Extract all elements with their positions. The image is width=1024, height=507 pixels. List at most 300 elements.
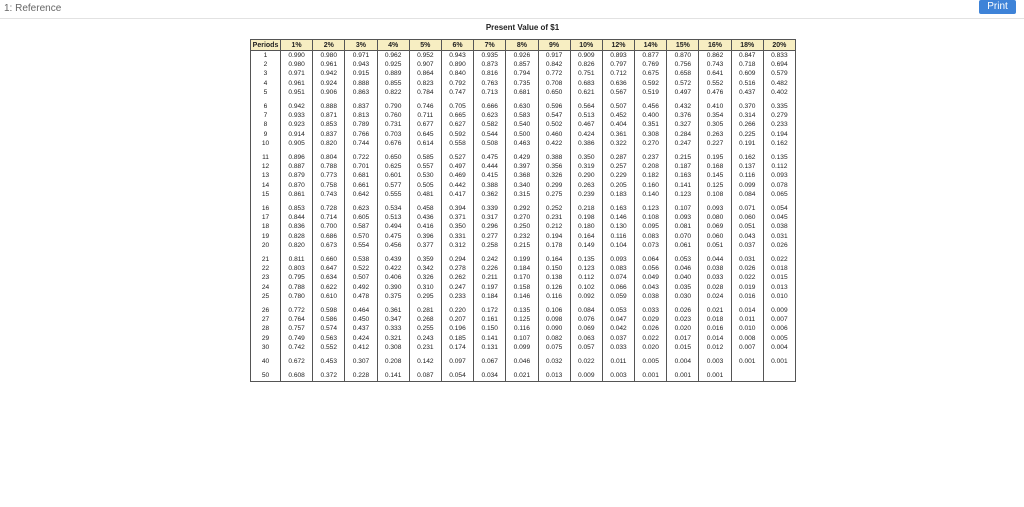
value-cell: 0.131 (474, 343, 506, 352)
value-cell: 0.780 (281, 292, 313, 301)
value-cell: 0.310 (409, 283, 441, 292)
value-cell: 0.093 (667, 213, 699, 222)
value-cell: 0.107 (667, 204, 699, 213)
table-row (251, 273, 796, 282)
value-cell: 0.035 (667, 283, 699, 292)
value-cell: 0.795 (281, 273, 313, 282)
value-cell: 0.163 (667, 171, 699, 180)
value-cell: 0.014 (699, 334, 731, 343)
value-cell: 0.038 (763, 222, 795, 231)
value-cell: 0.442 (441, 181, 473, 190)
value-cell: 0.042 (602, 324, 634, 333)
value-cell: 0.065 (763, 190, 795, 199)
value-cell: 0.063 (570, 334, 602, 343)
value-cell: 0.701 (345, 162, 377, 171)
value-cell: 0.022 (570, 357, 602, 366)
value-cell: 0.772 (281, 306, 313, 315)
value-cell: 0.130 (602, 222, 634, 231)
table-row (251, 51, 796, 61)
value-cell: 0.661 (345, 181, 377, 190)
value-cell: 0.080 (699, 213, 731, 222)
value-cell: 0.231 (409, 343, 441, 352)
column-header-rate: 18% (731, 40, 763, 51)
value-cell: 0.675 (635, 69, 667, 78)
value-cell: 0.268 (409, 315, 441, 324)
value-cell: 0.092 (570, 292, 602, 301)
value-cell: 0.026 (731, 264, 763, 273)
value-cell: 0.871 (313, 111, 345, 120)
value-cell: 0.135 (570, 255, 602, 264)
value-cell: 0.905 (281, 139, 313, 148)
period-cell: 18 (251, 222, 281, 231)
value-cell: 0.577 (377, 181, 409, 190)
value-cell: 0.763 (474, 79, 506, 88)
value-cell: 0.146 (506, 292, 538, 301)
value-cell: 0.713 (474, 88, 506, 97)
value-cell: 0.083 (602, 264, 634, 273)
value-cell: 0.467 (570, 120, 602, 129)
value-cell: 0.623 (345, 204, 377, 213)
value-cell: 0.792 (441, 79, 473, 88)
value-cell: 0.218 (570, 204, 602, 213)
value-cell: 0.914 (281, 130, 313, 139)
value-cell: 0.703 (377, 130, 409, 139)
value-cell: 0.123 (635, 204, 667, 213)
value-cell: 0.108 (699, 190, 731, 199)
table-row (251, 204, 796, 213)
value-cell: 0.906 (313, 88, 345, 97)
value-cell: 0.424 (570, 130, 602, 139)
value-cell: 0.564 (570, 102, 602, 111)
value-cell: 0.196 (441, 324, 473, 333)
value-cell: 0.749 (281, 334, 313, 343)
value-cell: 0.225 (731, 130, 763, 139)
value-cell: 0.137 (731, 162, 763, 171)
value-cell: 0.043 (635, 283, 667, 292)
value-cell: 0.057 (570, 343, 602, 352)
value-cell: 0.281 (409, 306, 441, 315)
value-cell: 0.942 (281, 102, 313, 111)
value-cell: 0.016 (731, 292, 763, 301)
value-cell: 0.028 (699, 283, 731, 292)
value-cell: 0.015 (763, 273, 795, 282)
table-row (251, 371, 796, 381)
value-cell: 0.107 (506, 334, 538, 343)
value-cell: 0.150 (474, 324, 506, 333)
value-cell: 0.756 (667, 60, 699, 69)
value-cell: 0.452 (602, 111, 634, 120)
value-cell: 0.497 (667, 88, 699, 97)
value-cell: 0.554 (345, 241, 377, 250)
table-row (251, 79, 796, 88)
present-value-table (250, 39, 796, 382)
value-cell: 0.552 (313, 343, 345, 352)
value-cell: 0.319 (570, 162, 602, 171)
value-cell: 0.601 (377, 171, 409, 180)
value-cell: 0.857 (506, 60, 538, 69)
value-cell: 0.158 (506, 283, 538, 292)
value-cell: 0.837 (313, 130, 345, 139)
period-cell: 21 (251, 255, 281, 264)
value-cell: 0.211 (474, 273, 506, 282)
value-cell: 0.538 (345, 255, 377, 264)
value-cell: 0.164 (538, 255, 570, 264)
value-cell: 0.494 (377, 222, 409, 231)
period-cell: 14 (251, 181, 281, 190)
value-cell: 0.007 (763, 315, 795, 324)
value-cell: 0.847 (731, 51, 763, 61)
value-cell: 0.933 (281, 111, 313, 120)
value-cell: 0.797 (602, 60, 634, 69)
value-cell: 0.402 (763, 88, 795, 97)
value-cell: 0.788 (313, 162, 345, 171)
table-row (251, 324, 796, 333)
column-header-rate: 2% (313, 40, 345, 51)
value-cell: 0.053 (667, 255, 699, 264)
print-button[interactable]: Print (979, 0, 1016, 14)
value-cell: 0.046 (667, 264, 699, 273)
value-cell: 0.711 (409, 111, 441, 120)
value-cell: 0.863 (345, 88, 377, 97)
value-cell: 0.677 (409, 120, 441, 129)
value-cell: 0.415 (474, 171, 506, 180)
value-cell: 0.412 (345, 343, 377, 352)
value-cell: 0.621 (570, 88, 602, 97)
value-cell: 0.853 (281, 204, 313, 213)
value-cell: 0.135 (506, 306, 538, 315)
value-cell: 0.722 (345, 153, 377, 162)
value-cell: 0.093 (602, 255, 634, 264)
value-cell: 0.044 (699, 255, 731, 264)
value-cell: 0.540 (506, 120, 538, 129)
value-cell: 0.370 (731, 102, 763, 111)
value-cell: 0.915 (345, 69, 377, 78)
value-cell: 0.552 (699, 79, 731, 88)
value-cell: 0.784 (409, 88, 441, 97)
value-cell: 0.083 (635, 232, 667, 241)
value-cell: 0.019 (731, 283, 763, 292)
period-cell: 3 (251, 69, 281, 78)
table-row (251, 343, 796, 352)
period-cell: 15 (251, 190, 281, 199)
period-cell: 29 (251, 334, 281, 343)
value-cell: 0.772 (538, 69, 570, 78)
value-cell: 0.828 (281, 232, 313, 241)
value-cell: 0.896 (281, 153, 313, 162)
value-cell: 0.943 (345, 60, 377, 69)
value-cell: 0.013 (538, 371, 570, 381)
value-cell: 0.312 (441, 241, 473, 250)
value-cell: 0.074 (602, 273, 634, 282)
value-cell: 0.458 (409, 204, 441, 213)
value-cell: 0.673 (313, 241, 345, 250)
value-cell: 0.718 (731, 60, 763, 69)
value-cell: 0.029 (635, 315, 667, 324)
value-cell: 0.247 (667, 139, 699, 148)
value-cell: 0.182 (635, 171, 667, 180)
period-cell: 20 (251, 241, 281, 250)
value-cell: 0.372 (313, 371, 345, 381)
value-cell: 0.394 (441, 204, 473, 213)
value-cell: 0.686 (313, 232, 345, 241)
value-cell: 0.215 (506, 241, 538, 250)
value-cell: 0.840 (441, 69, 473, 78)
value-cell: 0.923 (281, 120, 313, 129)
value-cell: 0.208 (635, 162, 667, 171)
value-cell: 0.803 (281, 264, 313, 273)
column-header-rate: 15% (667, 40, 699, 51)
period-cell: 40 (251, 357, 281, 366)
period-cell: 24 (251, 283, 281, 292)
value-cell: 0.853 (313, 120, 345, 129)
value-cell: 0.641 (699, 69, 731, 78)
value-cell: 0.053 (602, 306, 634, 315)
value-cell: 0.820 (281, 241, 313, 250)
value-cell: 0.011 (602, 357, 634, 366)
value-cell: 0.270 (635, 139, 667, 148)
value-cell: 0.198 (570, 213, 602, 222)
value-cell: 0.909 (570, 51, 602, 61)
value-cell: 0.735 (506, 79, 538, 88)
value-cell: 0.067 (474, 357, 506, 366)
value-cell: 0.183 (602, 190, 634, 199)
value-cell: 0.038 (635, 292, 667, 301)
value-cell: 0.665 (441, 111, 473, 120)
value-cell: 0.227 (699, 139, 731, 148)
column-header-rate: 7% (474, 40, 506, 51)
value-cell: 0.766 (345, 130, 377, 139)
value-cell: 0.212 (538, 222, 570, 231)
value-cell: 0.453 (313, 357, 345, 366)
value-cell: 0.861 (281, 190, 313, 199)
table-row (251, 69, 796, 78)
value-cell: 0.005 (763, 334, 795, 343)
value-cell: 0.098 (538, 315, 570, 324)
table-row (251, 153, 796, 162)
value-cell: 0.071 (731, 204, 763, 213)
value-cell: 0.082 (538, 334, 570, 343)
value-cell: 0.609 (731, 69, 763, 78)
value-cell: 0.873 (474, 60, 506, 69)
value-cell: 0.634 (313, 273, 345, 282)
value-cell: 0.386 (570, 139, 602, 148)
value-cell: 0.001 (763, 357, 795, 366)
value-cell: 0.112 (570, 273, 602, 282)
value-cell: 0.255 (409, 324, 441, 333)
value-cell: 0.060 (731, 213, 763, 222)
value-cell: 0.500 (506, 130, 538, 139)
value-cell: 0.583 (506, 111, 538, 120)
period-cell: 30 (251, 343, 281, 352)
value-cell: 0.049 (635, 273, 667, 282)
column-header-rate: 12% (602, 40, 634, 51)
value-cell: 0.076 (570, 315, 602, 324)
column-header-rate: 1% (281, 40, 313, 51)
value-cell: 0.811 (281, 255, 313, 264)
value-cell: 0.008 (731, 334, 763, 343)
value-cell: 0.284 (667, 130, 699, 139)
value-cell: 0.650 (538, 88, 570, 97)
value-cell: 0.258 (474, 241, 506, 250)
value-cell: 0.422 (538, 139, 570, 148)
value-cell: 0.294 (441, 255, 473, 264)
value-cell: 0.163 (602, 204, 634, 213)
value-cell: 0.744 (345, 139, 377, 148)
value-cell: 0.508 (474, 139, 506, 148)
header-row (251, 40, 796, 51)
value-cell: 0.295 (409, 292, 441, 301)
value-cell: 0.769 (635, 60, 667, 69)
value-cell: 0.475 (474, 153, 506, 162)
value-cell: 0.199 (506, 255, 538, 264)
value-cell: 0.194 (763, 130, 795, 139)
value-cell: 0.095 (635, 222, 667, 231)
value-cell: 0.432 (667, 102, 699, 111)
value-cell: 0.009 (763, 306, 795, 315)
value-cell: 0.001 (635, 371, 667, 381)
value-cell: 0.469 (441, 171, 473, 180)
value-cell: 0.623 (474, 111, 506, 120)
value-cell: 0.375 (377, 292, 409, 301)
value-cell: 0.758 (313, 181, 345, 190)
value-cell: 0.567 (602, 88, 634, 97)
table-header (251, 40, 796, 51)
value-cell: 0.150 (538, 264, 570, 273)
value-cell: 0.001 (699, 371, 731, 381)
value-cell: 0.645 (409, 130, 441, 139)
value-cell: 0.015 (667, 343, 699, 352)
value-cell: 0.424 (345, 334, 377, 343)
value-cell: 0.010 (763, 292, 795, 301)
value-cell: 0.051 (731, 222, 763, 231)
value-cell: 0.816 (474, 69, 506, 78)
value-cell: 0.191 (731, 139, 763, 148)
value-cell: 0.102 (570, 283, 602, 292)
table-row (251, 181, 796, 190)
value-cell: 0.889 (377, 69, 409, 78)
table-row (251, 283, 796, 292)
value-cell: 0.026 (635, 324, 667, 333)
value-cell: 0.463 (506, 139, 538, 148)
table-row (251, 88, 796, 97)
value-cell: 0.952 (409, 51, 441, 61)
value-cell: 0.361 (602, 130, 634, 139)
period-cell: 8 (251, 120, 281, 129)
value-cell: 0.614 (409, 139, 441, 148)
value-cell: 0.090 (538, 324, 570, 333)
value-cell: 0.790 (377, 102, 409, 111)
value-cell: 0.010 (731, 324, 763, 333)
value-cell: 0.971 (345, 51, 377, 61)
period-cell: 25 (251, 292, 281, 301)
value-cell: 0.075 (538, 343, 570, 352)
value-cell: 0.097 (441, 357, 473, 366)
value-cell: 0.826 (570, 60, 602, 69)
value-cell: 0.331 (441, 232, 473, 241)
value-cell: 0.743 (699, 60, 731, 69)
value-cell: 0.579 (763, 69, 795, 78)
value-cell: 0.040 (667, 273, 699, 282)
value-cell: 0.208 (377, 357, 409, 366)
value-cell: 0.317 (474, 213, 506, 222)
value-cell: 0.376 (667, 111, 699, 120)
value-cell: 0.650 (377, 153, 409, 162)
table-row (251, 292, 796, 301)
value-cell: 0.061 (667, 241, 699, 250)
value-cell: 0.751 (570, 69, 602, 78)
table-row (251, 111, 796, 120)
value-cell: 0.266 (731, 120, 763, 129)
table-row (251, 255, 796, 264)
value-cell: 0.887 (281, 162, 313, 171)
value-cell: 0.126 (538, 283, 570, 292)
value-cell: 0.247 (441, 283, 473, 292)
value-cell: 0.059 (602, 292, 634, 301)
value-cell: 0.084 (731, 190, 763, 199)
value-cell: 0.064 (635, 255, 667, 264)
table-title: Present Value of $1 (485, 23, 560, 32)
value-cell: 0.034 (474, 371, 506, 381)
value-cell: 0.368 (506, 171, 538, 180)
value-cell: 0.051 (699, 241, 731, 250)
value-cell: 0.228 (345, 371, 377, 381)
value-cell: 0.145 (699, 171, 731, 180)
value-cell: 0.162 (731, 153, 763, 162)
value-cell: 0.437 (345, 324, 377, 333)
value-cell: 0.178 (538, 241, 570, 250)
value-cell: 0.570 (345, 232, 377, 241)
value-cell: 0.482 (763, 79, 795, 88)
value-cell: 0.505 (409, 181, 441, 190)
value-cell: 0.023 (667, 315, 699, 324)
value-cell: 0.822 (377, 88, 409, 97)
value-cell: 0.672 (281, 357, 313, 366)
value-cell: 0.250 (506, 222, 538, 231)
value-cell: 0.003 (602, 371, 634, 381)
value-cell: 0.162 (763, 139, 795, 148)
value-cell: 0.705 (441, 102, 473, 111)
value-cell: 0.001 (731, 357, 763, 366)
value-cell: 0.820 (313, 139, 345, 148)
table-row (251, 139, 796, 148)
value-cell: 0.066 (602, 283, 634, 292)
value-cell: 0.168 (699, 162, 731, 171)
period-cell: 11 (251, 153, 281, 162)
value-cell: 0.527 (441, 153, 473, 162)
value-cell: 0.390 (377, 283, 409, 292)
value-cell: 0.215 (667, 153, 699, 162)
value-cell: 0.513 (377, 213, 409, 222)
period-cell: 2 (251, 60, 281, 69)
value-cell: 0.031 (731, 255, 763, 264)
value-cell: 0.308 (377, 343, 409, 352)
value-cell: 0.743 (313, 190, 345, 199)
column-header-rate: 3% (345, 40, 377, 51)
value-cell: 0.185 (441, 334, 473, 343)
value-cell: 0.141 (377, 371, 409, 381)
column-header-rate: 9% (538, 40, 570, 51)
value-cell: 0.350 (441, 222, 473, 231)
reference-label: 1: Reference (4, 3, 62, 14)
value-cell: 0.642 (345, 190, 377, 199)
value-cell: 0.275 (538, 190, 570, 199)
period-cell: 7 (251, 111, 281, 120)
table-row (251, 306, 796, 315)
value-cell: 0.022 (635, 334, 667, 343)
value-cell: 0.625 (377, 162, 409, 171)
value-cell: 0.877 (635, 51, 667, 61)
value-cell: 0.836 (281, 222, 313, 231)
